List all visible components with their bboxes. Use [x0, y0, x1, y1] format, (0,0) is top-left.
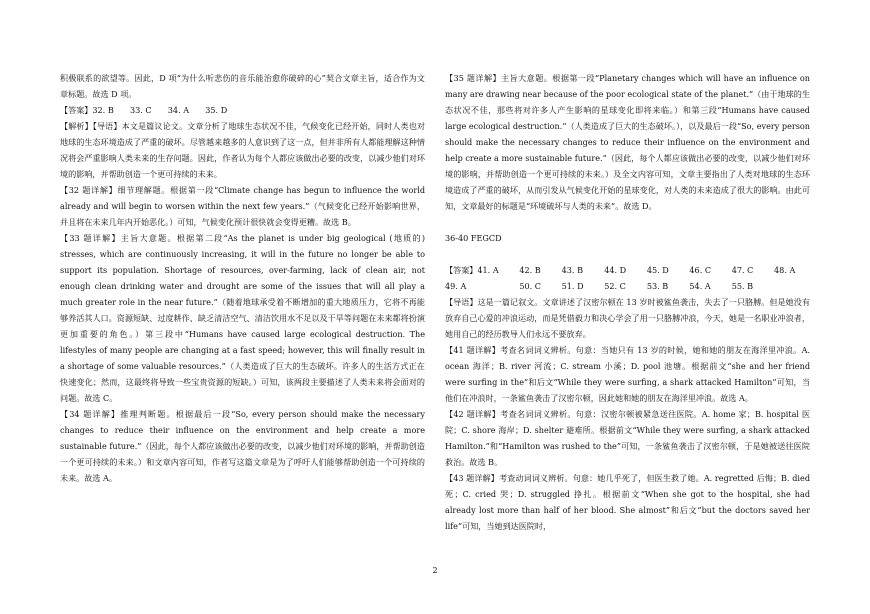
spacer: [445, 246, 810, 262]
answer-item: 51. D: [561, 281, 584, 292]
page-number: 2: [432, 566, 438, 575]
answer-item: 43. B: [561, 265, 584, 276]
paragraph: 【41 题详解】考查名词词义辨析。句意：当她只有 13 岁的时候，她和她的朋友在海洋里冲浪。A. ocean 海洋；B. river 河流；C. stream 小溪；D. pool 池塘。根据前文“she and her friend were surfing in the”和后文“While they were surfing, a shark attacked Hamilton”可知，当他们在冲浪时，一条鲨鱼袭击了汉密尔顿，因此她和她的朋友在海洋里冲浪。故选 A。: [445, 345, 810, 404]
paragraph: 【43 题详解】考查动词词义辨析。句意：她几乎死了，但医生救了她。A. regretted 后悔；B. died 死；C. cried 哭；D. struggled 挣扎。根据前文“When she got to the hospital, she had already lost more than half of her blood. She almost”和后文“but the doctors saved her life”可知，当她到达医院时，: [445, 473, 810, 532]
answer-item: 55. B: [731, 281, 754, 292]
paragraph: 【34 题详解】推理判断题。根据最后一段“So, every person should make the necessary changes to reduce their influence on the environment and help create a more sustainable future.”（因此，每个人都应该做出必要的改变，以减少他们对环境的影响，并帮助创造一个更可持续的未来。）和文章内容可知，作者写这篇文章是为了呼吁人们能够帮助创造一个可持续的未来。故选 A。: [60, 409, 425, 484]
answer-line: 【答案】32. B 33. C 34. A 35. D: [60, 105, 228, 116]
answer-item: 47. C: [731, 265, 754, 276]
paragraph: 积极联系的欲望等。因此，D 项“为什么听悲伤的音乐能治愈你破碎的心”契合文章主旨，适合作为文章标题。故选 D 项。: [60, 73, 425, 100]
paragraph: 【42 题详解】考查名词词义辨析。句意：汉密尔顿被紧急送往医院。A. home 家；B. hospital 医院；C. shore 海岸；D. shelter 避难所。根据前文“While they were surfing, a shark attacked Hamilton.”和“Hamilton was rushed to the”可知，一条鲨鱼袭击了汉密尔顿，于是她被送往医院救治。故选 B。: [445, 409, 810, 468]
answer-item: 48. A: [774, 265, 796, 276]
paragraph: 【解析】【导语】本文是篇议论文。文章分析了地球生态状况不佳，气候变化已经开始，同时人类也对地球的生态环境造成了严重的破坏。尽管越来越多的人意识到了这一点，但并非所有人都能理解这种情况将会严重影响人类未来的生存问题。因此，作者认为每个人都应该做出必要的改变，以减少他们对环境的影响，并帮助创造一个更可持续的未来。: [60, 121, 425, 180]
left-column: [60, 70, 425, 486]
answer-item: 52. C: [604, 281, 626, 292]
answer-item: 42. B: [519, 265, 541, 276]
answer-item: 53. B: [646, 281, 669, 292]
section-answer: 36-40 FEGCD: [445, 233, 502, 244]
answer-item: 46. C: [689, 265, 712, 276]
answer-item: 44. D: [604, 265, 627, 276]
answer-item: 【答案】41. A: [445, 265, 499, 276]
answer-item: 54. A: [689, 281, 711, 292]
answer-item: 49. A: [445, 281, 467, 292]
right-column: [445, 70, 810, 534]
spacer: [445, 214, 810, 230]
paragraph: 【32 题详解】细节理解题。根据第一段“Climate change has begun to influence the world already and will begin to worsen within the next few years.”（气候变化已经开始影响世界，并且将在未来几年内开始恶化。）可知，气候变化预计很快就会变得更糟。故选 B。: [60, 185, 425, 228]
paragraph: 【35 题详解】主旨大意题。根据第一段“Planetary changes which will have an influence on many are drawing near because of the poor ecological state of the planet.”（由于地球的生态状况不佳，那些将对许多人产生影响的星球变化即将来临。）和第三段“Humans have caused large ecological destruction.”（人类造成了巨大的生态破坏。），以及最后一段“So, every person should make the necessary changes to reduce their influence on the environment and help create a more sustainable future.”（因此，每个人都应该做出必要的改变，以减少他们对环境的影响，并帮助创造一个更可持续的未来。）及全文内容可知，文章主要指出了人类对地球的生态环境造成了严重的破坏，从而引发从气候变化开始的星球变化，对人类的未来造成了很大的影响。由此可知，文章最好的标题是“环境破坏与人类的未来”。故选 D。: [445, 73, 810, 212]
paragraph: 【导语】这是一篇记叙文。文章讲述了汉密尔顿在 13 岁时被鲨鱼袭击，失去了一只胳膊。但是她没有放弃自己心爱的冲浪运动，而是凭借毅力和决心学会了用一只胳膊冲浪，今天，她是一名职业冲浪者，她用自己的经历教导人们永远不要放弃。: [445, 297, 810, 340]
paragraph: 【33 题详解】主旨大意题。根据第二段“As the planet is under big geological (地质的) stresses, which are continuously increasing, it will in the future no longer be able to support its population. Shortage of resources, over-farming, lack of clean air, not enough clean drinking water and drought are some of the issues that will all play a much greater role in the near future.”（随着地球承受着不断增加的重大地质压力，它将不再能够养活其人口。资源短缺、过度耕作、缺乏清洁空气、清洁饮用水不足以及干旱等问题在未来都将扮演更加重要的角色。）第三段中“Humans have caused large ecological destruction. The lifestyles of many people are changing at a fast speed; however, this will finally result in a shortage of some valuable resources.”（人类造成了巨大的生态破坏。许多人的生活方式正在快速变化；然而，这最终将导致一些宝贵资源的短缺。）可知，该两段主要描述了人类未来将会面对的问题。故选 C。: [60, 233, 425, 404]
answer-key: [445, 262, 810, 294]
answer-item: 50. C: [519, 281, 541, 292]
answer-item: 45. D: [646, 265, 669, 276]
